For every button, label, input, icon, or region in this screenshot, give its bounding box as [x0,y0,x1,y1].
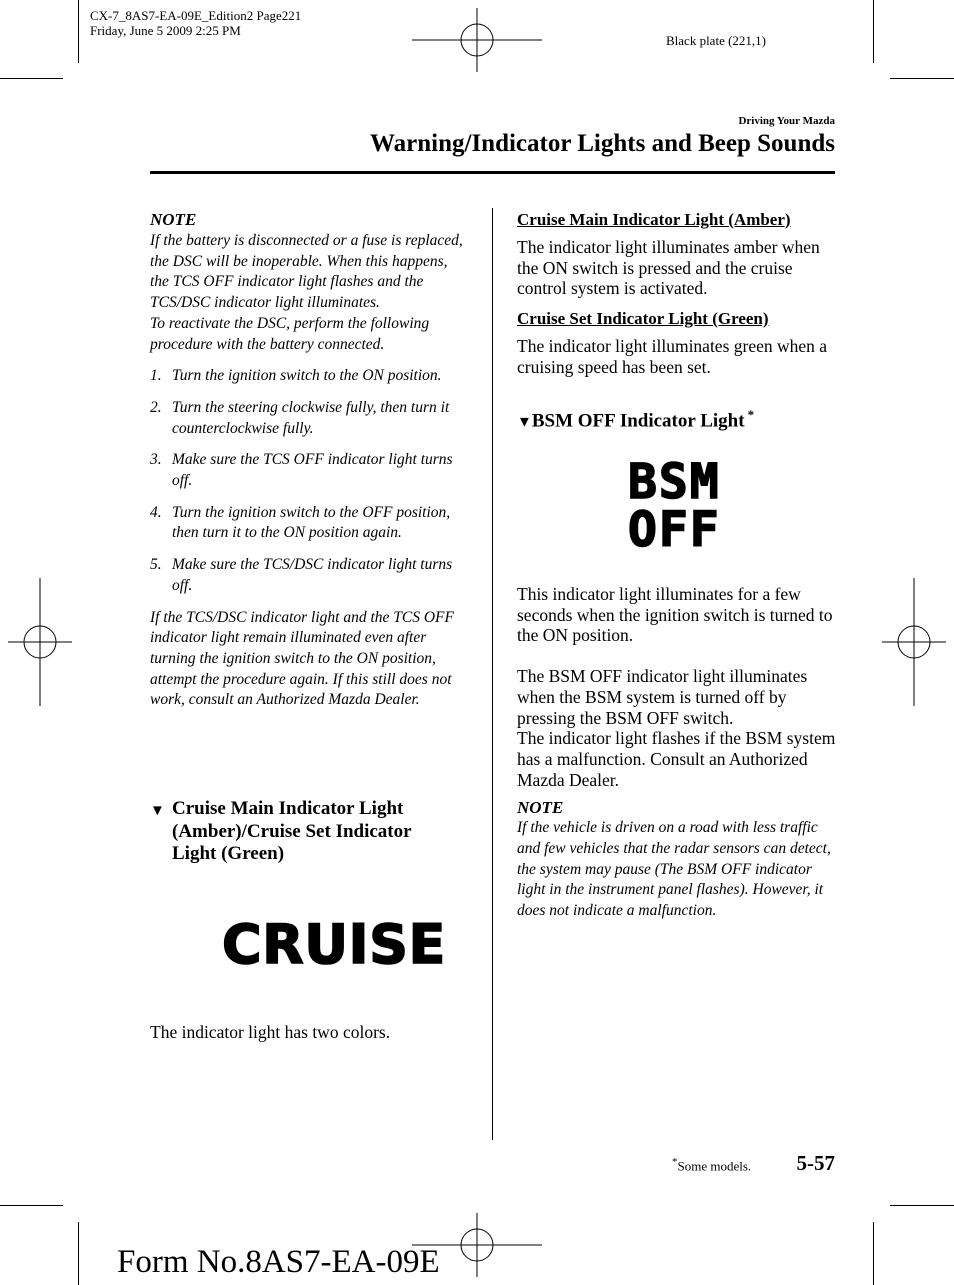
footnote [672,1156,751,1174]
cruise-main-text: The indicator light illuminates amber when the ON switch is pressed and the cruise control system is activated. [517,237,820,299]
footnote-text: Some models. [677,1158,752,1174]
step-text: Make sure the TCS/DSC indicator light turns off. [172,556,453,594]
cruise-set-heading: Cruise Set Indicator Light (Green) [517,309,769,329]
bsm-section-heading-text: BSM OFF Indicator Light [531,410,745,432]
bsm-body [517,584,837,922]
cruise-section-heading-text: Cruise Main Indicator Light (Amber)/Cruise Set Indicator Light (Green) [172,798,412,864]
note-paragraph: If the battery is disconnected or a fuse is replaced, the DSC will be inoperable. When this happens, the TCS OFF indicator light flashes and the TCS/DSC indicator light illuminates. [150,232,463,312]
title-rule [150,171,835,174]
plate-label: Black plate (221,1) [666,33,766,48]
procedure-step [150,366,468,387]
cruise-set-text: The indicator light illuminates green when a cruising speed has been set. [517,336,828,377]
asterisk-icon: * [672,1156,678,1168]
procedure-step [150,450,468,491]
step-text: Turn the steering clockwise fully, then turn it counterclockwise fully. [172,398,450,437]
bsm-paragraph: This indicator light illuminates for a few seconds when the ignition switch is turned to the ON position. [517,584,833,646]
left-column [150,210,468,711]
step-number: 2. [150,398,162,416]
crop-mark-top-left-h [0,78,63,79]
cruise-section-heading [150,798,450,866]
crop-mark-bottom-right-v [873,1222,874,1285]
procedure-list [150,366,468,596]
step-number: 5. [150,556,162,574]
bsm-paragraph: The BSM OFF indicator light illuminates when the BSM system is turned off by pressing the BSM OFF switch. [517,666,808,728]
note-heading: NOTE [150,210,197,229]
crop-mark-bottom-left-v [78,1222,79,1285]
file-info-line2: Friday, June 5 2009 2:25 PM [90,23,241,38]
file-info-line1: CX-7_8AS7-EA-09E_Edition2 Page221 [90,8,302,23]
cruise-indicator-icon: CRUISE [222,913,446,976]
crop-mark-bottom-right-h [890,1205,954,1206]
step-number: 4. [150,503,162,521]
step-text: Turn the ignition switch to the ON position. [172,367,442,385]
file-info [90,8,301,38]
bsm-off-indicator-icon [628,454,721,558]
registration-mark-right [882,578,946,706]
note-paragraph: If the vehicle is driven on a road with less traffic and few vehicles that the radar sensors can detect, the system may pause (The BSM OFF indicator light in the instrument panel flashes). However, it does not indicate a malfunction. [517,819,831,920]
column-divider [492,208,493,1140]
form-number: Form No.8AS7-EA-09E [117,1244,440,1280]
right-column [517,210,837,378]
section-label: Driving Your Mazda [738,115,835,127]
crop-mark-bottom-left-h [0,1205,63,1206]
procedure-step [150,398,468,439]
heading-marker-icon: ▼ [150,803,165,819]
procedure-step [150,503,468,544]
page-title: Warning/Indicator Lights and Beep Sounds [370,130,835,157]
bsm-indicator-line2: OFF [628,502,721,558]
crop-mark-top-right-h [890,78,954,79]
bsm-indicator-line1: BSM [628,454,721,510]
step-number: 1. [150,367,162,385]
crop-mark-top-left-v [78,0,79,63]
crop-mark-top-right-v [873,0,874,63]
registration-mark-left [8,578,72,706]
note-heading: NOTE [517,798,564,818]
step-text: Make sure the TCS OFF indicator light turns off. [172,451,453,490]
procedure-step [150,555,468,596]
cruise-text: The indicator light has two colors. [150,1022,391,1042]
asterisk-icon: * [747,407,755,422]
cruise-main-heading: Cruise Main Indicator Light (Amber) [517,210,791,229]
note-paragraph: If the TCS/DSC indicator light and the TCS OFF indicator light remain illuminated even after turning the ignition switch to the ON position, attempt the procedure again. If this still does not work, consult an Authorized Mazda Dealer. [150,608,454,709]
step-number: 3. [150,451,162,469]
note-paragraph: To reactivate the DSC, perform the following procedure with the battery connected. [150,314,430,353]
page-number: 5-57 [796,1151,835,1175]
step-text: Turn the ignition switch to the OFF position, then turn it to the ON position again. [172,503,451,542]
registration-mark-top [412,8,542,72]
heading-marker-icon: ▼ [517,414,532,431]
bsm-section-heading [517,404,754,434]
bsm-paragraph: The indicator light flashes if the BSM system has a malfunction. Consult an Authorized Mazda Dealer. [517,728,836,790]
